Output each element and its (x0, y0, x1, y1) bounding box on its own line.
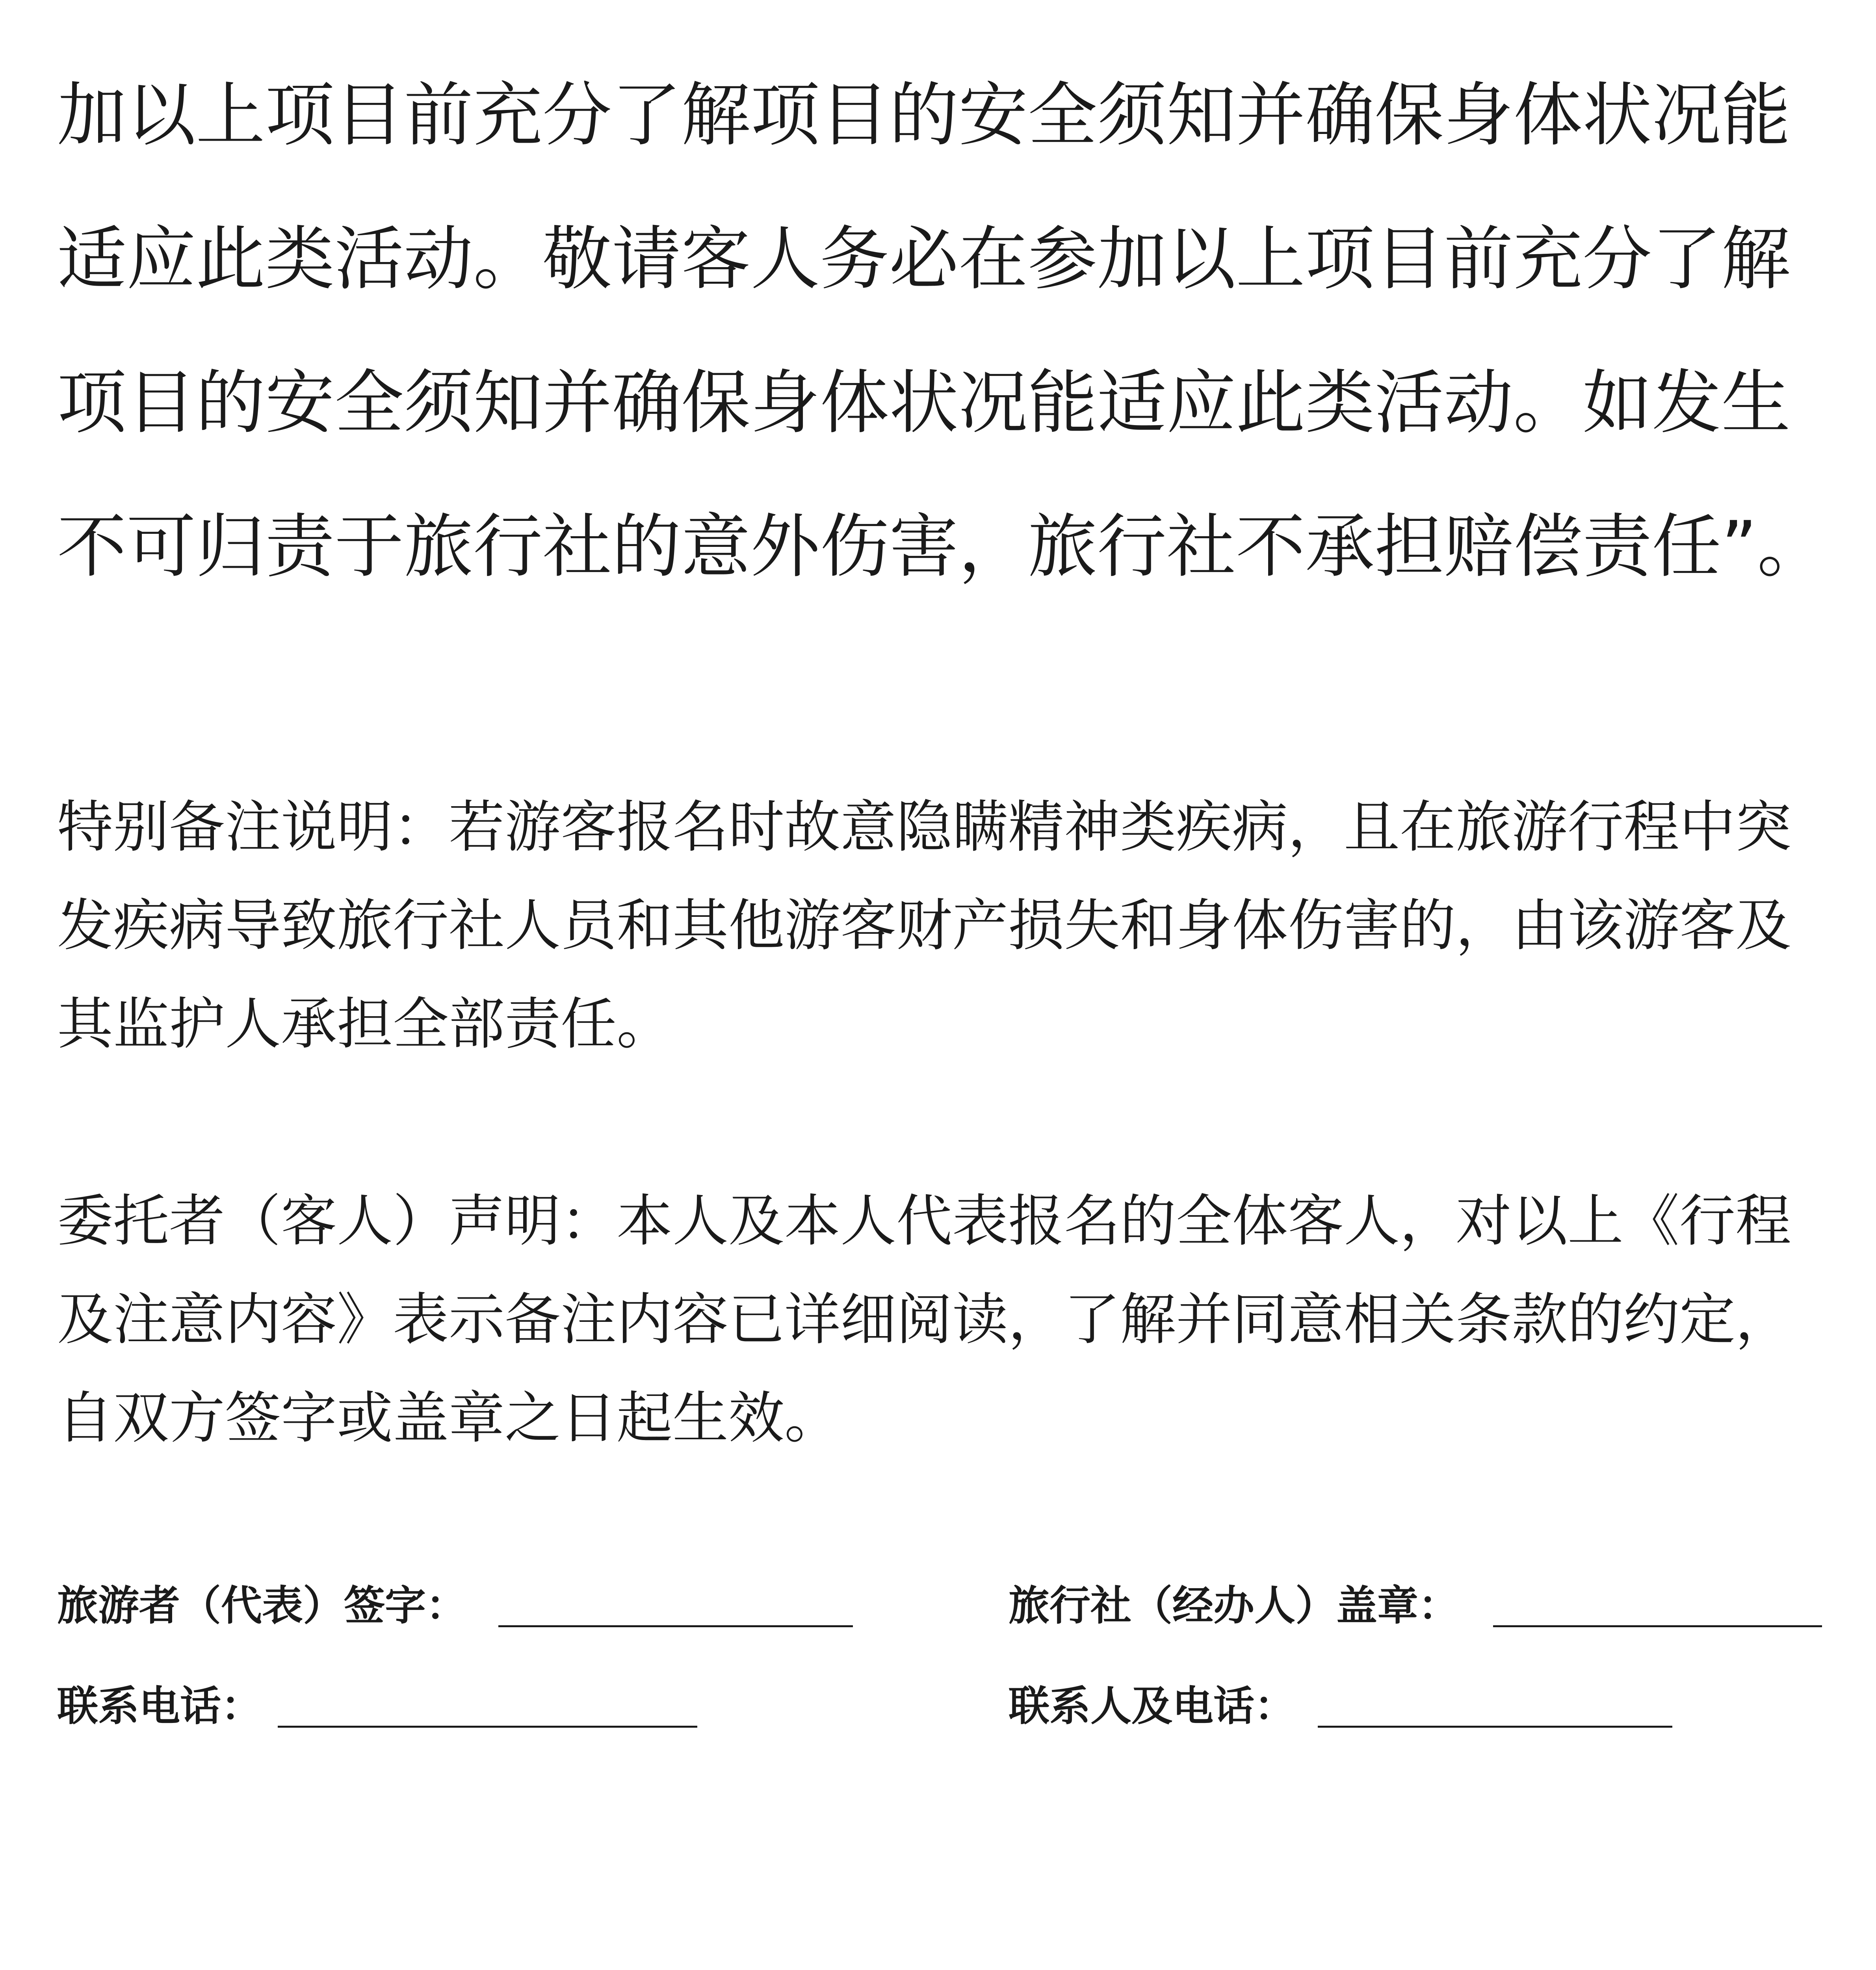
intro-line: 不可归责于旅行社的意外伤害，旅行社不承担赔偿责任”。 (57, 506, 1827, 587)
intro-line: 加以上项目前充分了解项目的安全须知并确保身体状况能 (57, 75, 1791, 156)
agency-contact-field[interactable] (1318, 1726, 1672, 1728)
agency-stamp-field[interactable] (1493, 1625, 1822, 1627)
tourist-sign-label: 旅游者（代表）签字： (57, 1582, 467, 1630)
intro-line: 项目的安全须知并确保身体状况能适应此类活动。如发生 (57, 362, 1791, 443)
special-note-line: 发疾病导致旅行社人员和其他游客财产损失和身体伤害的，由该游客及 (57, 893, 1791, 958)
declaration-line: 委托者（客人）声明：本人及本人代表报名的全体客人，对以上《行程 (57, 1189, 1791, 1254)
intro-line: 适应此类活动。敬请客人务必在参加以上项目前充分了解 (57, 219, 1791, 299)
special-note-line: 特别备注说明：若游客报名时故意隐瞒精神类疾病，且在旅游行程中突 (57, 795, 1791, 860)
agency-contact-label: 联系人及电话： (1009, 1682, 1296, 1730)
agency-stamp-label: 旅行社（经办人）盖章： (1009, 1582, 1460, 1630)
declaration-line: 及注意内容》表示备注内容已详细阅读，了解并同意相关条款的约定， (57, 1287, 1791, 1352)
tourist-phone-label: 联系电话： (57, 1682, 262, 1730)
special-note-line: 其监护人承担全部责任。 (57, 992, 672, 1057)
tourist-sign-field[interactable] (498, 1625, 853, 1627)
tourist-phone-field[interactable] (278, 1726, 697, 1728)
declaration-line: 自双方签字或盖章之日起生效。 (57, 1386, 840, 1451)
